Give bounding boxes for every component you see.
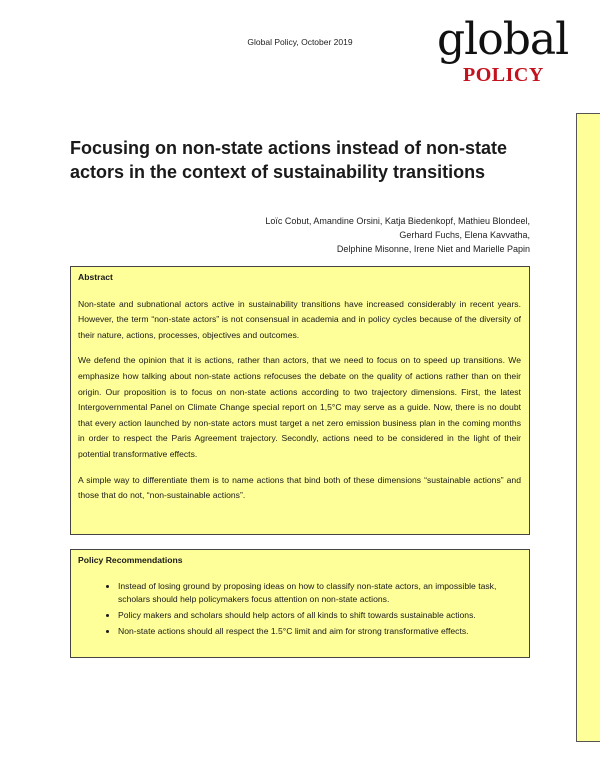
recommendation-item: • Instead of losing ground by proposing ideas on how to classify non-state actors, an impossible task, scholars should help policymakers focus attention on non-state actions. <box>118 580 521 606</box>
abstract-heading: Abstract <box>78 272 113 282</box>
authors-line-1: Loïc Cobut, Amandine Orsini, Katja Biedenkopf, Mathieu Blondeel, Gerhard Fuchs, Elena Kavvatha, <box>265 216 530 240</box>
abstract-paragraph-2: We defend the opinion that it is actions, rather than actors, that we need to focus on to speed up transitions. We emphasize how talking about non-state actions refocuses the debate on the quality of actions rather than on their origin. Our proposition is to focus on non-state actions according to two trajectory dimensions. First, the latest Intergovernmental Panel on Climate Change special report on 1,5°C may serve as a guide. Now, there is no doubt that every action launched by non-state actors must target a net zero emission business plan in the coming months in order to respect the Paris Agreement trajectory. Secondly, actions need to be considered in the light of their potential transformative effects. <box>78 355 521 459</box>
running-header: Global Policy, October 2019 <box>247 37 353 47</box>
article-title: Focusing on non-state actions instead of non-state actors in the context of sustainability transitions <box>70 138 508 182</box>
abstract-box <box>70 266 530 535</box>
author-list <box>250 214 530 256</box>
recommendation-list <box>78 580 521 638</box>
logo-global-text: global <box>437 14 569 65</box>
authors-line-2: Delphine Misonne, Irene Niet and Marielle Papin <box>336 244 530 254</box>
recommendation-item: • Policy makers and scholars should help actors of all kinds to shift towards sustainable actions. <box>118 609 521 622</box>
policy-heading: Policy Recommendations <box>78 555 183 565</box>
policy-recommendations-box <box>70 549 530 658</box>
recommendation-item: • Non-state actions should all respect the 1.5°C limit and aim for strong transformative effects. <box>118 625 521 638</box>
logo-policy-text: POLICY <box>463 64 544 86</box>
global-policy-logo <box>437 14 569 88</box>
side-panel <box>576 113 600 742</box>
abstract-paragraph-1: Non-state and subnational actors active in sustainability transitions have increased considerably in recent years. However, the term “non-state actors” is not consensual in academia and in policy cycles because of the diversity of their nature, actions, processes, objectives and outcomes. <box>78 298 521 340</box>
abstract-paragraph-3: A simple way to differentiate them is to name actions that bind both of these dimensions “sustainable actions” and those that do not, “non-sustainable actions”. <box>78 474 521 501</box>
